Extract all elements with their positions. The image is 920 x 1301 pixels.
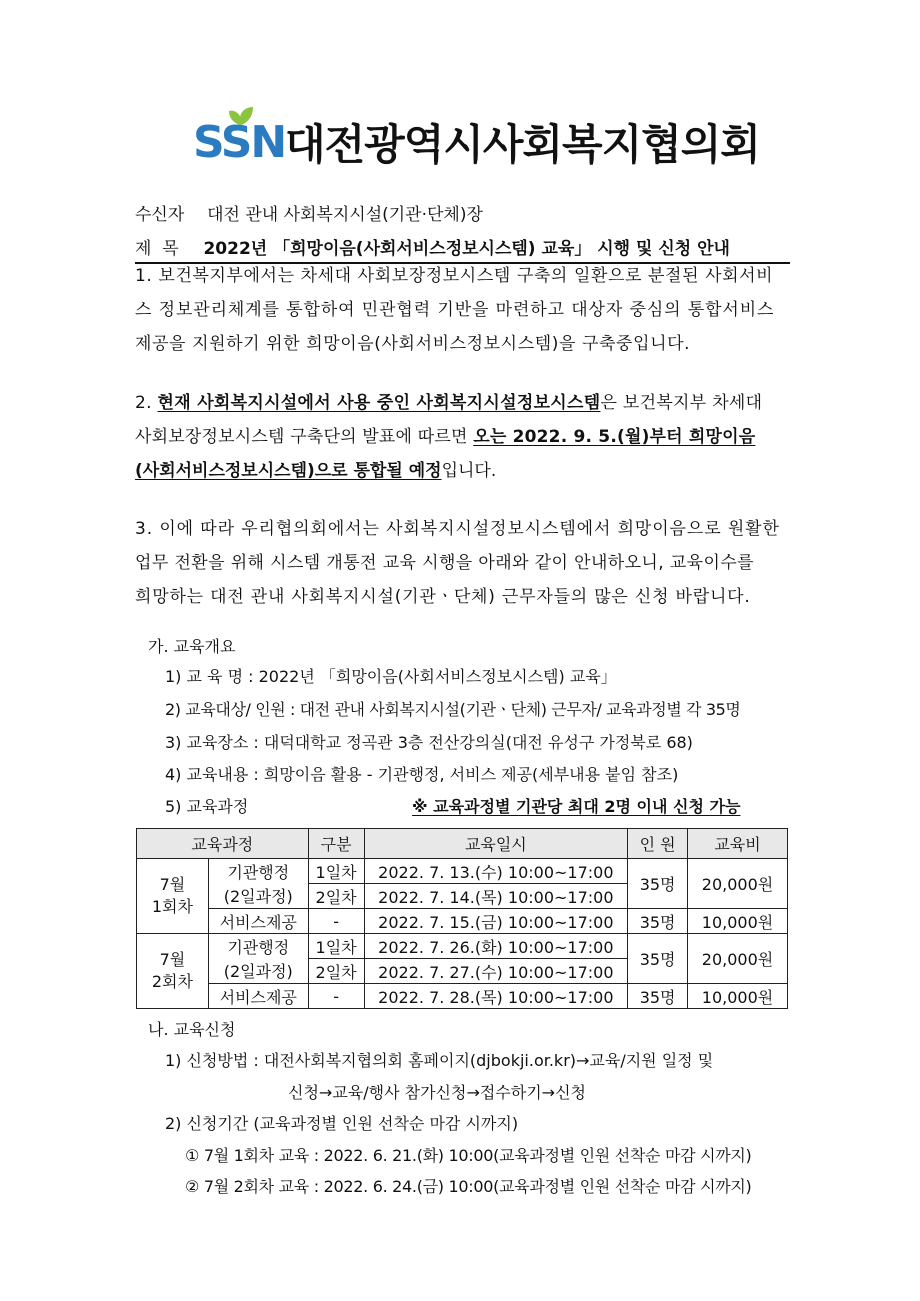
datetime-cell: 2022. 7. 27.(수) 10:00~17:00 <box>364 959 628 984</box>
schedule-table <box>136 828 788 1009</box>
recipient-value: 대전 관내 사회복지시설(기관·단체)장 <box>207 205 483 225</box>
org-name: 대전광역시사회복지협의회 <box>285 120 760 169</box>
people-cell: 35명 <box>628 934 688 984</box>
logo-text: SSN <box>193 117 286 168</box>
course-admin-cell: 기관행정 <box>208 934 308 959</box>
th-course: 교육과정 <box>137 829 309 859</box>
people-cell: 35명 <box>628 909 688 934</box>
na-period-1: ① 7월 1회차 교육 : 2022. 6. 21.(화) 10:00(교육과정별 인원 선착순 마감 시까지) <box>185 1146 752 1165</box>
logo <box>193 103 286 168</box>
para2-suffix1: 은 보건복지부 차세대 <box>600 393 763 413</box>
para3-line1: 3. 이에 따라 우리협의회에서는 사회복지시설정보시스템에서 희망이음으로 원활한 <box>135 519 780 539</box>
para2-prefix: 2. <box>135 393 158 413</box>
people-cell: 35명 <box>628 859 688 909</box>
round-2-cell: 7월 2회차 <box>137 934 209 1009</box>
course-service-cell: 서비스제공 <box>208 984 308 1009</box>
para2-bold1: 현재 사회복지시설에서 사용 중인 사회복지시설정보시스템 <box>157 393 601 413</box>
day-cell: 2일차 <box>308 884 364 909</box>
day-cell: 1일차 <box>308 934 364 959</box>
table-row <box>137 859 788 884</box>
para2-suffix3: 입니다. <box>441 461 497 481</box>
table-row <box>137 909 788 934</box>
th-people: 인 원 <box>628 829 688 859</box>
course-admin-sub-cell: (2일과정) <box>208 884 308 909</box>
dash-cell: - <box>308 909 364 934</box>
para2-normal2: 사회보장정보시스템 구축단의 발표에 따르면 <box>135 427 474 447</box>
datetime-cell: 2022. 7. 15.(금) 10:00~17:00 <box>364 909 628 934</box>
section-ga-title: 가. 교육개요 <box>148 637 236 656</box>
day-cell: 1일차 <box>308 859 364 884</box>
table-header-row <box>137 829 788 859</box>
table-row <box>137 934 788 959</box>
round-1-cell: 7월 1회차 <box>137 859 209 934</box>
th-fee: 교육비 <box>688 829 788 859</box>
course-admin-sub-cell: (2일과정) <box>208 959 308 984</box>
para2-line2 <box>135 426 755 448</box>
para3-line3: 희망하는 대전 관내 사회복지시설(기관ㆍ단체) 근무자들의 많은 신청 바랍니다. <box>135 587 751 607</box>
fee-cell: 10,000원 <box>688 984 788 1009</box>
fee-cell: 20,000원 <box>688 934 788 984</box>
ga-item-3: 3) 교육장소 : 대덕대학교 정곡관 3층 전산강의실(대전 유성구 가정북로 68) <box>165 733 693 752</box>
datetime-cell: 2022. 7. 26.(화) 10:00~17:00 <box>364 934 628 959</box>
datetime-cell: 2022. 7. 13.(수) 10:00~17:00 <box>364 859 628 884</box>
para1-line1: 1. 보건복지부에서는 차세대 사회보장정보시스템 구축의 일환으로 분절된 사회서비 <box>135 266 774 286</box>
para2-line3 <box>135 460 496 482</box>
para2-bold2: 오는 2022. 9. 5.(월)부터 희망이음 <box>473 427 756 447</box>
na-method-line1: 1) 신청방법 : 대전사회복지협의회 홈페이지(djbokji.or.kr)→교육/지원 일정 및 <box>165 1051 714 1070</box>
subject-value: 2022년 「희망이음(사회서비스정보시스템) 교육」 시행 및 신청 안내 <box>203 239 730 259</box>
course-admin-cell: 기관행정 <box>208 859 308 884</box>
th-type: 구분 <box>308 829 364 859</box>
dash-cell: - <box>308 984 364 1009</box>
na-method-line2: 신청→교육/행사 참가신청→접수하기→신청 <box>288 1083 586 1102</box>
recipient-line <box>135 204 483 226</box>
th-datetime: 교육일시 <box>364 829 628 859</box>
fee-cell: 20,000원 <box>688 859 788 909</box>
recipient-label: 수신자 <box>135 205 185 225</box>
datetime-cell: 2022. 7. 28.(목) 10:00~17:00 <box>364 984 628 1009</box>
people-cell: 35명 <box>628 984 688 1009</box>
subject-line <box>135 238 790 264</box>
fee-cell: 10,000원 <box>688 909 788 934</box>
para2-line1 <box>135 392 762 414</box>
datetime-cell: 2022. 7. 14.(목) 10:00~17:00 <box>364 884 628 909</box>
para1-line3: 제공을 지원하기 위한 희망이음(사회서비스정보시스템)을 구축중입니다. <box>135 334 691 354</box>
ga-item-2: 2) 교육대상/ 인원 : 대전 관내 사회복지시설(기관ㆍ단체) 근무자/ 교육과정별 각 35명 <box>165 700 741 719</box>
ga-item-4: 4) 교육내용 : 희망이음 활용 - 기관행정, 서비스 제공(세부내용 붙임 참조) <box>165 765 679 784</box>
na-period: 2) 신청기간 (교육과정별 인원 선착순 마감 시까지) <box>165 1114 519 1133</box>
table-row <box>137 984 788 1009</box>
subject-label: 제 목 <box>135 239 179 259</box>
para2-bold3: (사회서비스정보시스템)으로 통합될 예정 <box>135 461 442 481</box>
day-cell: 2일차 <box>308 959 364 984</box>
ga-item-5-note: ※ 교육과정별 기관당 최대 2명 이내 신청 가능 <box>412 797 741 816</box>
na-period-2: ② 7월 2회차 교육 : 2022. 6. 24.(금) 10:00(교육과정별 인원 선착순 마감 시까지) <box>185 1177 752 1196</box>
section-na-title: 나. 교육신청 <box>148 1020 236 1039</box>
ga-item-1: 1) 교 육 명 : 2022년 「희망이음(사회서비스정보시스템) 교육」 <box>165 667 617 686</box>
para3-line2: 업무 전환을 위해 시스템 개통전 교육 시행을 아래와 같이 안내하오니, 교육이수를 <box>135 553 754 573</box>
para1-line2: 스 정보관리체계를 통합하여 민관협력 기반을 마련하고 대상자 중심의 통합서비스 <box>135 300 775 320</box>
course-service-cell: 서비스제공 <box>208 909 308 934</box>
ga-item-5-label: 5) 교육과정 <box>165 797 249 816</box>
